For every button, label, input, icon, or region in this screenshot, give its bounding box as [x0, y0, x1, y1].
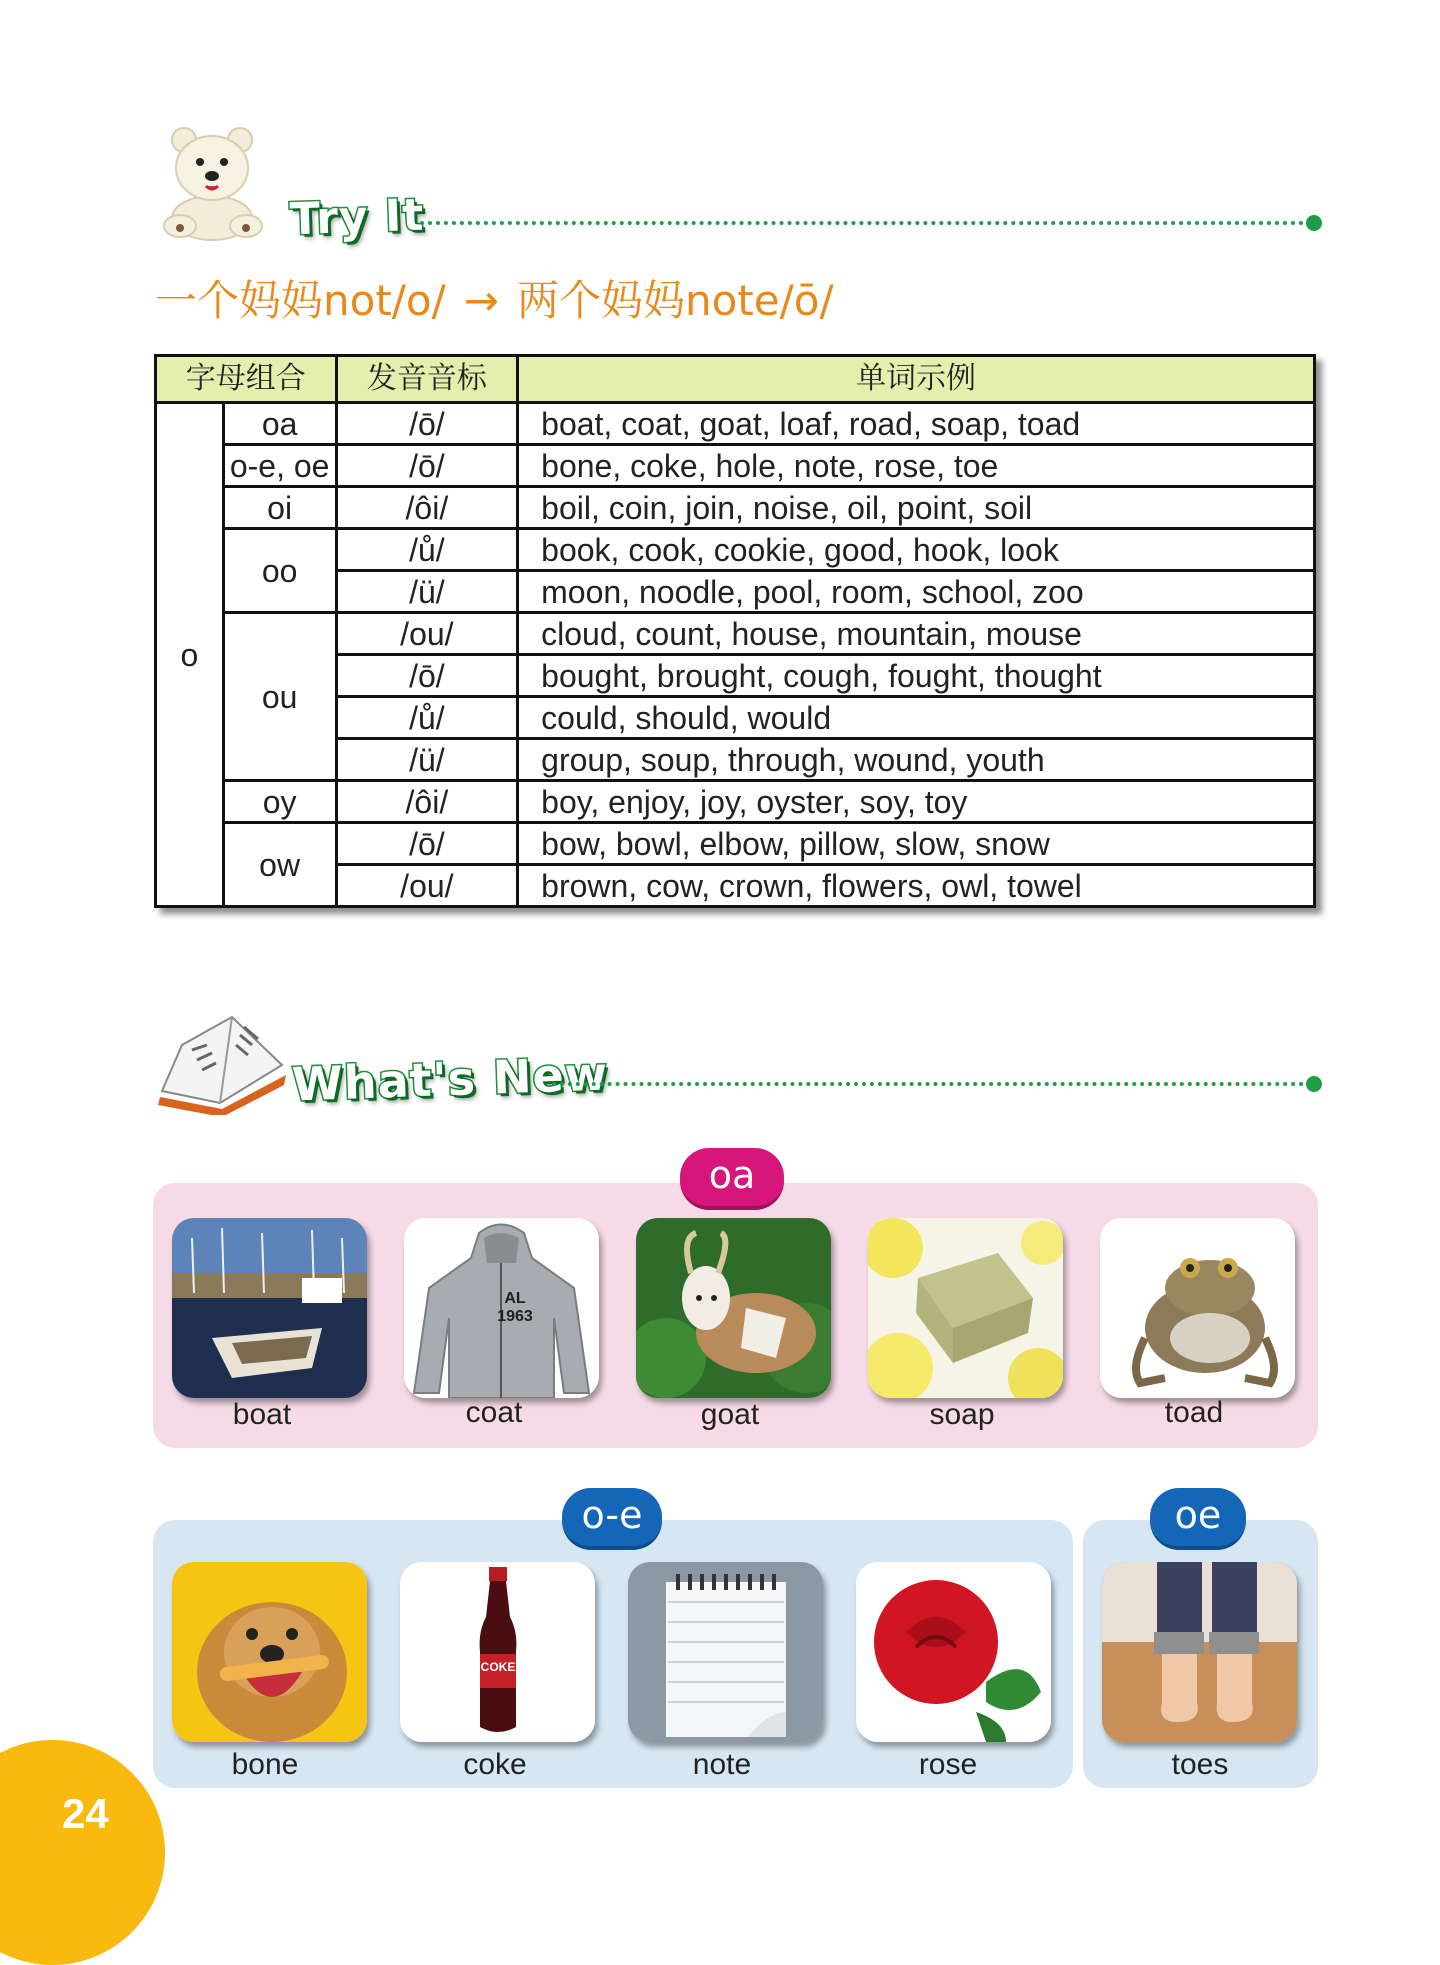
boat-image — [172, 1218, 367, 1398]
group-cell: oi — [223, 487, 336, 529]
header-letter-combo: 字母组合 — [156, 356, 337, 403]
words-cell: brown, cow, crown, flowers, owl, towel — [518, 865, 1315, 907]
group-cell: ow — [223, 823, 336, 907]
goat-image — [636, 1218, 831, 1398]
table-row — [156, 823, 1315, 865]
try-it-title: Try It — [289, 189, 426, 246]
sound-cell: /ü/ — [336, 739, 518, 781]
sound-cell: /ů/ — [336, 697, 518, 739]
whats-new-title: What's New — [291, 1046, 610, 1112]
sound-cell: /ō/ — [336, 823, 518, 865]
words-cell: boat, coat, goat, loaf, road, soap, toad — [518, 403, 1315, 445]
table-row — [156, 403, 1315, 445]
words-cell: could, should, would — [518, 697, 1315, 739]
subtitle-right: 两个妈妈note/ō/ — [516, 276, 834, 325]
subtitle-left: 一个妈妈not/o/ — [155, 276, 446, 325]
words-cell: group, soup, through, wound, youth — [518, 739, 1315, 781]
words-cell: moon, noodle, pool, room, school, zoo — [518, 571, 1315, 613]
toad-image — [1100, 1218, 1295, 1398]
sound-cell: /ů/ — [336, 529, 518, 571]
sound-cell: /ō/ — [336, 445, 518, 487]
divider-dot — [1306, 215, 1322, 231]
group-cell: o-e, oe — [223, 445, 336, 487]
sound-cell: /ou/ — [336, 865, 518, 907]
try-it-subtitle — [155, 268, 834, 328]
rose-image — [856, 1562, 1051, 1742]
sound-cell: /ō/ — [336, 403, 518, 445]
table-header-row — [156, 356, 1315, 403]
group-cell: ou — [223, 613, 336, 781]
table-row — [156, 445, 1315, 487]
page-number-badge — [0, 1740, 165, 1965]
coke-bottle-label: COKE — [480, 1660, 516, 1674]
header-examples: 单词示例 — [518, 356, 1315, 403]
words-cell: bone, coke, hole, note, rose, toe — [518, 445, 1315, 487]
group-cell: oo — [223, 529, 336, 613]
coat-print-text: AL 1963 — [497, 1290, 533, 1325]
words-cell: bought, brought, cough, fought, thought — [518, 655, 1315, 697]
note-image — [628, 1562, 823, 1742]
word-label: soap — [929, 1398, 995, 1431]
word-label: toes — [1171, 1748, 1229, 1781]
group-cell: oa — [223, 403, 336, 445]
table-row — [156, 613, 1315, 655]
sound-cell: /ü/ — [336, 571, 518, 613]
oe-label-pill: oe — [1150, 1488, 1246, 1550]
table-row — [156, 781, 1315, 823]
arrow-icon: → — [463, 276, 499, 325]
group-cell: oy — [223, 781, 336, 823]
word-label: rose — [918, 1748, 978, 1781]
letter-cell: o — [156, 403, 224, 907]
words-cell: cloud, count, house, mountain, mouse — [518, 613, 1315, 655]
word-label: goat — [700, 1398, 760, 1431]
word-label: toad — [1164, 1396, 1224, 1429]
polar-bear-mascot-icon — [150, 118, 275, 243]
sound-cell: /ō/ — [336, 655, 518, 697]
divider-line — [552, 1082, 1312, 1086]
bone-image — [172, 1562, 367, 1742]
header-phonetic: 发音音标 — [336, 356, 518, 403]
table-row — [156, 487, 1315, 529]
o-e-label-pill: o-e — [562, 1488, 662, 1550]
word-label: coat — [465, 1396, 523, 1429]
divider-dot — [1306, 1076, 1322, 1092]
sound-cell: /ôi/ — [336, 781, 518, 823]
words-cell: boy, enjoy, joy, oyster, soy, toy — [518, 781, 1315, 823]
divider-line — [420, 221, 1312, 225]
page-number: 24 — [62, 1790, 109, 1837]
sound-cell: /ôi/ — [336, 487, 518, 529]
phonics-table — [154, 354, 1316, 908]
toes-image — [1102, 1562, 1297, 1742]
word-label: note — [692, 1748, 752, 1781]
word-label: bone — [231, 1748, 299, 1781]
word-label: coke — [463, 1748, 527, 1781]
words-cell: boil, coin, join, noise, oil, point, soil — [518, 487, 1315, 529]
coke-image — [400, 1562, 595, 1742]
words-cell: bow, bowl, elbow, pillow, slow, snow — [518, 823, 1315, 865]
words-cell: book, cook, cookie, good, hook, look — [518, 529, 1315, 571]
sound-cell: /ou/ — [336, 613, 518, 655]
word-label: boat — [232, 1398, 292, 1431]
oa-label-pill: oa — [680, 1148, 784, 1210]
open-book-icon — [152, 1005, 292, 1115]
soap-image — [868, 1218, 1063, 1398]
table-row — [156, 529, 1315, 571]
